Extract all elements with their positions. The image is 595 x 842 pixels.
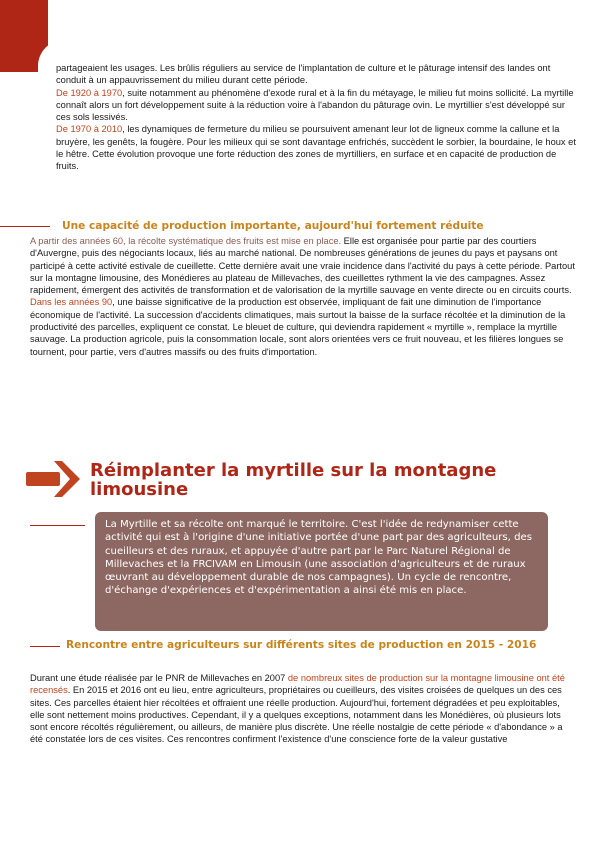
paragraph-text: , une baisse significative de la production est observée, impliquant de fait une diminution de l'importance économique de l'activité. La succession d'accidents climatiques, mais surtout la baisse de la surface récoltée et la diminution de la productivité des parcelles, expliquent ce constat. Le bleuet de culture, qui deviendra rapidement « myrtille », remplace la myrtille sauvage. La production agricole, puis la consommation locale, sont alors orientées vers ce fruit nouveau, et les filières longues se tournent, pour partie, vers d'autres massifs ou des fruits d'importation. [30,297,566,357]
paragraph-text: Elle est organisée pour partie par des courtiers d'Auvergne, puis des négociants locaux, liés au marché national. De nombreuses générations de jeunes du pays et paysans ont participé à cette activité estivale de cueillette. Cette dernière avait une vraie incidence dans l'activité du pays à cette période. Partout sur la montagne limousine, des Monédieres au plateau de Millevaches, des cueillettes rythment la vie des campagnes. Assez rapidement, émergent des activités de transformation et de valorisation de la myrtille sauvage en vente directe ou en circuits courts. [30,236,575,296]
paragraph-study [30,672,575,746]
subhead-production-capacity: Une capacité de production importante, aujourd'hui fortement réduite [62,220,484,232]
paragraph-text: . En 2015 et 2016 ont eu lieu, entre agriculteurs, propriétaires ou cueilleurs, des visites croisées de quelques un des ces sites. Ces parcelles étaient hier récoltées et offraient une réelle production. Aujourd'hui, fortement dégradées et peu exploitables, elle sont nettement moins productives. Cependant, il y a quelques exceptions, notamment dans les Monédières, où plusieurs lots sont encore récoltés régulièrement, ou ailleurs, de manière plus discrète. Une réelle nostalgie de cette période « d'abondance » a été constatée lors de ces visites. Ces rencontres confirment l'existence d'une conscience forte de la valeur gustative [30,685,563,745]
period-1920-1970: De 1920 à 1970 [56,87,123,98]
paragraph-annees-60 [30,235,575,296]
callout-text: La Myrtille et sa récolte ont marqué le territoire. C'est l'idée de redynamiser cette activité qui est à l'origine d'une initiative portée d'une part par des agriculteurs, des cueilleurs et des ruraux, et appuyée d'autre part par le Parc Naturel Régional de Millevaches et la FRCIVAM en Limousin (une association d'agriculteurs et de ruraux œuvrant au développement durable de nos campagnes). Un cycle de rencontre, d'échange d'expériences et d'expérimentation a ainsi été mis en place. [105,519,532,597]
subhead-meetings: Rencontre entre agriculteurs sur différents sites de production en 2015 - 2016 [66,639,537,651]
paragraph-1970-2010 [56,123,576,172]
production-section [30,235,575,358]
subhead-rule [30,646,60,647]
subhead-rule [0,226,50,227]
paragraph-usages [56,62,576,87]
paragraph-annees-90 [30,296,575,357]
period-annees-90: Dans les années 90 [30,297,113,308]
meetings-section [30,672,575,746]
paragraph-text: , les dynamiques de fermeture du milieu se poursuivent amenant leur lot de ligneux comme la callune et la bruyère, les genêts, la fougère. Pour les milieux qui se sont davantage enfrichés, succèdent le sorbier, la bourdaine, le houx et le hêtre. Cette évolution provoque une forte réduction des zones de myrtilliers, en surface et en capacité de production de fruits. [56,124,576,172]
paragraph-text: partageaient les usages. Les brûlis réguliers au service de l'implantation de culture et le pâturage intensif des landes ont conduit à un appauvrissement du milieu durant cette période. [56,63,551,86]
arrow-right-icon [24,457,84,501]
paragraph-text: , suite notamment au phénomène d'exode rural et à la fin du métayage, le milieu fut moins sollicité. La myrtille connaît alors un fort développement suite à la réduction voire à l'abandon du pâturage ovin. Le myrtillier s'est développé sur ces sols lessivés. [56,87,574,123]
page-title: Réimplanter la myrtille sur la montagne limousine [90,460,497,500]
history-section [56,62,576,173]
initiative-callout [95,512,548,631]
period-1970-2010: De 1970 à 2010 [56,124,123,135]
period-annees-60: A partir des années 60, la récolte systématique des fruits est mise en place. [30,236,342,246]
paragraph-text: Durant une étude réalisée par le PNR de Millevaches en 2007 [30,673,288,683]
paragraph-1920-1970 [56,87,576,124]
highlight-sites: de nombreux sites de production sur la montagne limousine ont été recensés [30,673,565,696]
box-rule [30,525,85,526]
